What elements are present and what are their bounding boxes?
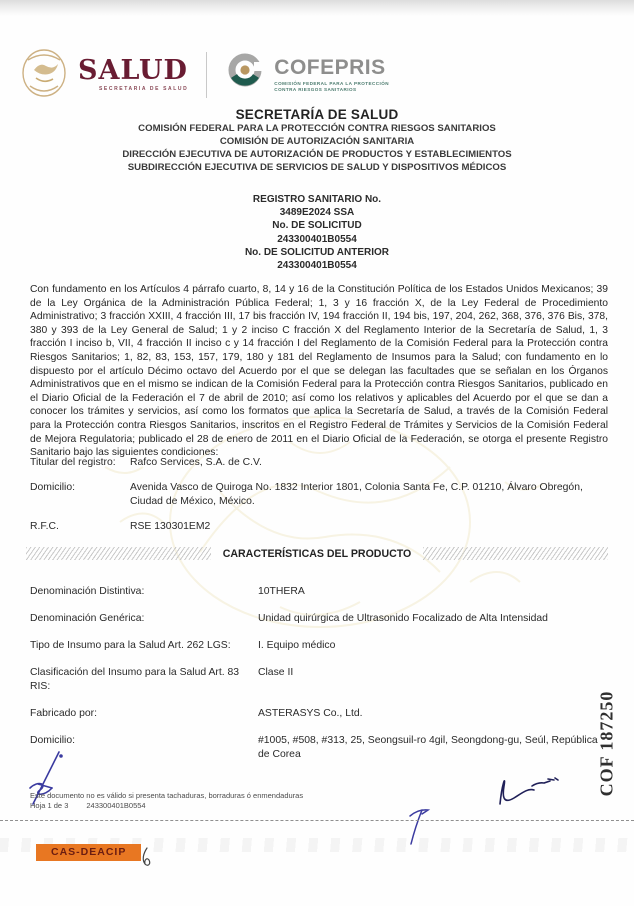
sheet-reference-number: 243300401B0554 xyxy=(86,800,146,810)
product-section xyxy=(30,585,610,775)
solicitud-number: 243300401B0554 xyxy=(277,233,357,245)
heading-line-4: SUBDIRECCIÓN EJECUTIVA DE SERVICIOS DE SALUD Y DISPOSITIVOS MÉDICOS xyxy=(127,162,507,173)
cofepris-subtitle-line1: COMISIÓN FEDERAL PARA LA PROTECCIÓN xyxy=(274,80,390,86)
logo-divider xyxy=(206,52,207,98)
validity-note: Este documento no es válido si presenta tachaduras, borraduras ó enmendaduras xyxy=(30,791,304,800)
salud-logo-subtitle: SECRETARIA DE SALUD xyxy=(99,86,189,92)
heading-block xyxy=(0,107,634,174)
hatch-band-left xyxy=(26,547,211,560)
section-header xyxy=(26,547,608,560)
titular-value: Rafco Services, S.A. de C.V. xyxy=(130,457,262,468)
domicilio-fabricante-value: #1005, #508, #313, 25, Seongsuil-ro 4gil, Seongdong-gu, Seúl, República de Corea xyxy=(258,735,598,760)
rfc-value: RSE 130301EM2 xyxy=(130,521,211,532)
heading-line-3: DIRECCIÓN EJECUTIVA DE AUTORIZACIÓN DE PRODUCTOS Y ESTABLECIMIENTOS xyxy=(122,149,512,160)
hatch-band-right xyxy=(423,547,608,560)
field-row-rfc xyxy=(30,520,610,534)
logo-bar xyxy=(20,46,389,103)
field-row-tipo-insumo xyxy=(30,639,610,653)
sheet-label: Hoja 1 de 3 xyxy=(30,800,69,810)
titular-label: Titular del registro: xyxy=(30,457,116,468)
rfc-label: R.F.C. xyxy=(30,521,59,532)
salud-logo-title: SALUD xyxy=(78,55,188,86)
field-row-domicilio-fabricante xyxy=(30,734,610,762)
cofepris-icon xyxy=(223,50,267,99)
cas-deacip-stamp: CAS-DEACIP xyxy=(36,844,141,861)
legal-paragraph: Con fundamento en los Artículos 4 párrafo cuarto, 8, 14 y 16 de la Constitución Política de los Estados Unidos Mexicanos; 39 de la Ley Orgánica de la Administración Pública Federal; 1, 3 y 16 fracción X, de la Ley Federal de Procedimiento Administrativo; 3 fracción XXIII, 4 fracción III, 17 bis fracción IV, 194 fracción II, 194 bis, 197, 204, 262, 368, 376, 376 Bis, 378, 380 y 393 de la Ley General de Salud; 1 y 2 inciso C fracción X del Reglamento Interior de la Secretaría de Salud, 1, 3 fracción I inciso b, VII, 4 fracción II inciso c y 14 fracción I del Reglamento de la Comisión Federal para la Protección contra Riesgos Sanitarios; 1, 82, 83, 153, 157, 179, 180 y 181 del Reglamento de Insumos para la Salud; con fundamento en lo dispuesto por el artículo Décimo octavo del Acuerdo por el que se delegan las facultades que se señalan en los Órganos Administrativos que en el mismo se indican de la Comisión Federal para la Protección contra Riesgos Sanitarios, publicado en el Diario Oficial de la Federación el 7 de abril de 2010; así como los relativos y aplicables del Acuerdo por el que se dan a conocer los trámites y servicios, así como los formatos que aplica la Secretaría de Salud, a través de la Comisión Federal para la Protección contra Riesgos Sanitarios, inscritos en el Registro Federal de Trámites y Servicios de la Comisión Federal de Mejora Regulatoria; publicado el 28 de enero de 2011 en el Diario Oficial de la Federación, se otorga el presente Registro Sanitario bajo las siguientes condiciones: xyxy=(30,284,608,459)
field-row-clasificacion-insumo xyxy=(30,666,610,694)
cofepris-logo-subtitle xyxy=(274,81,389,93)
denominacion-generica-value: Unidad quirúrgica de Ultrasonido Focalizado de Alta Intensidad xyxy=(258,613,548,624)
fabricado-por-label: Fabricado por: xyxy=(30,708,97,719)
titular-section xyxy=(30,456,610,545)
solicitud-anterior-label: No. DE SOLICITUD ANTERIOR xyxy=(244,246,390,258)
solicitud-anterior-number: 243300401B0554 xyxy=(277,260,357,272)
solicitud-label: No. DE SOLICITUD xyxy=(272,220,362,232)
denominacion-distintiva-value: 10THERA xyxy=(258,586,305,597)
fabricado-por-value: ASTERASYS Co., Ltd. xyxy=(258,708,363,719)
stamp-pen-mark xyxy=(139,846,155,870)
footer-note xyxy=(30,791,303,810)
salud-eagle-icon xyxy=(20,46,70,103)
heading-line-2: COMISIÓN DE AUTORIZACIÓN SANITARIA xyxy=(219,136,415,147)
denominacion-distintiva-label: Denominación Distintiva: xyxy=(30,586,145,597)
registro-block xyxy=(0,193,634,272)
tipo-insumo-label: Tipo de Insumo para la Salud Art. 262 LGS: xyxy=(30,640,231,651)
document-title: SECRETARÍA DE SALUD xyxy=(235,107,399,122)
registro-sanitario-number: 3489E2024 SSA xyxy=(279,207,355,219)
cofepris-logo xyxy=(274,57,389,93)
domicilio-fabricante-label: Domicilio: xyxy=(30,735,76,746)
domicilio-titular-value: Avenida Vasco de Quiroga No. 1832 Interior 1801, Colonia Santa Fe, C.P. 01210, Álvaro Obregón, Ciudad de México, México. xyxy=(130,482,583,507)
signature xyxy=(492,770,560,810)
clasificacion-insumo-label: Clasificación del Insumo para la Salud Art. 83 RIS: xyxy=(30,667,240,692)
cofepris-logo-title: COFEPRIS xyxy=(274,55,386,79)
scan-edge xyxy=(0,0,634,16)
field-row-domicilio-titular xyxy=(30,481,610,509)
clasificacion-insumo-value: Clase II xyxy=(258,667,294,678)
cof-folio-number: COF 187250 xyxy=(596,690,617,797)
tipo-insumo-value: I. Equipo médico xyxy=(258,640,336,651)
registro-sanitario-label: REGISTRO SANITARIO No. xyxy=(252,194,382,205)
cofepris-subtitle-line2: CONTRA RIESGOS SANITARIOS xyxy=(274,86,357,92)
salud-logo xyxy=(78,57,188,92)
heading-line-1: COMISIÓN FEDERAL PARA LA PROTECCIÓN CONTRA RIESGOS SANITARIOS xyxy=(138,123,496,134)
small-pen-mark xyxy=(406,806,436,846)
domicilio-titular-label: Domicilio: xyxy=(30,482,76,493)
dashed-separator xyxy=(0,820,634,821)
denominacion-generica-label: Denominación Genérica: xyxy=(30,613,145,624)
field-row-titular xyxy=(30,456,610,470)
field-row-denominacion-distintiva xyxy=(30,585,610,599)
section-title: CARACTERÍSTICAS DEL PRODUCTO xyxy=(222,547,412,560)
field-row-fabricado-por xyxy=(30,707,610,721)
field-row-denominacion-generica xyxy=(30,612,610,626)
sheet-line xyxy=(30,801,303,811)
